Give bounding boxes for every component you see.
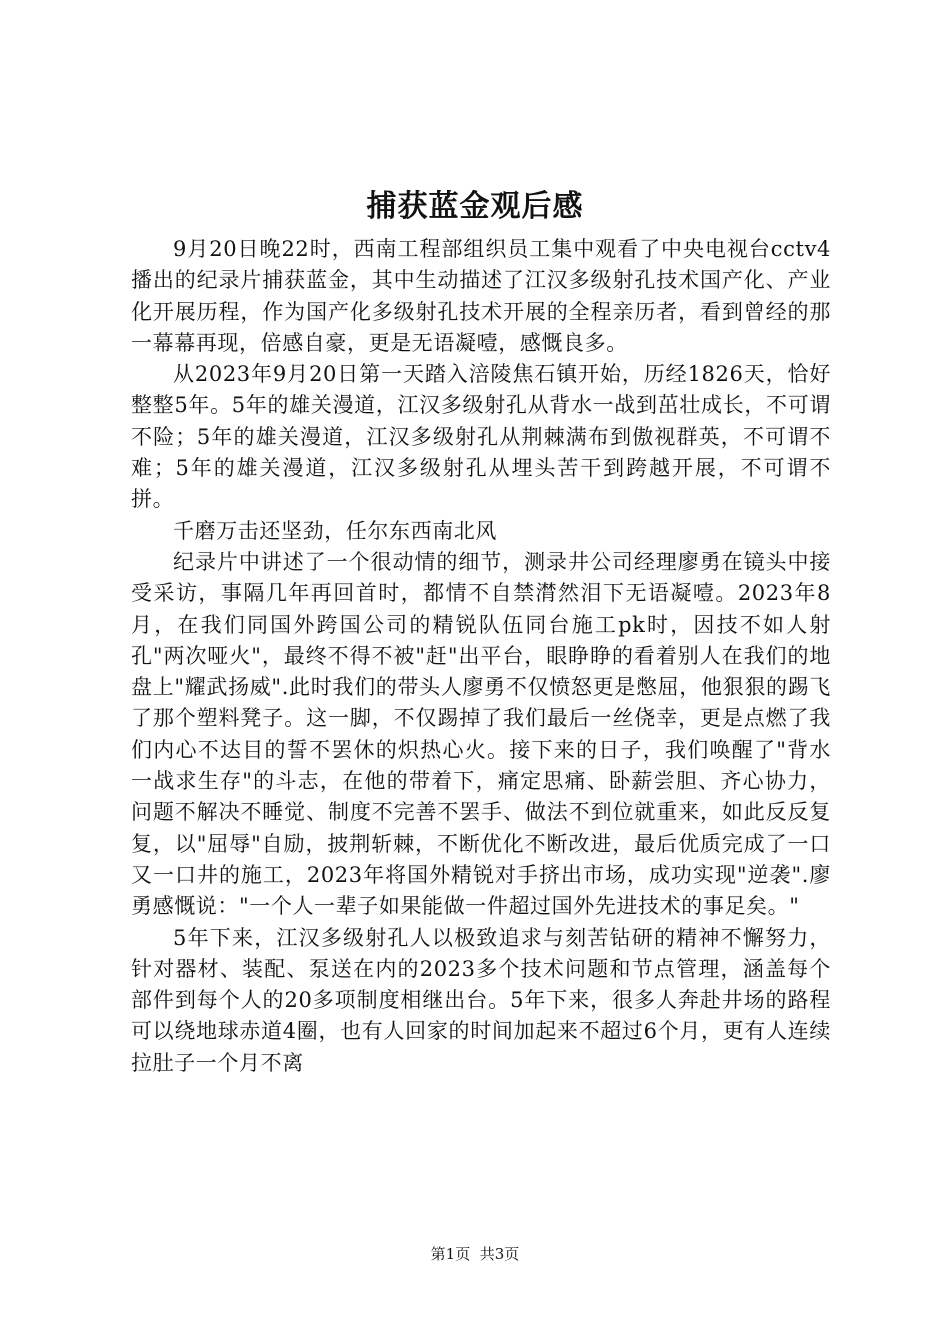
paragraph-1: 9月20日晚22时，西南工程部组织员工集中观看了中央电视台cctv4播出的纪录片捕获蓝金，其中生动描述了江汉多级射孔技术国产化、产业化开展历程，作为国产化多级射孔技术开展的全程亲历者，看到曾经的那一幕幕再现，倍感自豪，更是无语凝噎，感慨良多。 xyxy=(131,237,831,355)
paragraph-4: 纪录片中讲述了一个很动情的细节，测录井公司经理廖勇在镜头中接受采访，事隔几年再回首时，都情不自禁潸然泪下无语凝噎。2023年8月，在我们同国外跨国公司的精锐队伍同台施工pk时，因技不如人射孔"两次哑火"，最终不得不被"赶"出平台，眼睁睁的看着别人在我们的地盘上"耀武扬威".此时我们的带头人廖勇不仅愤怒更是憋屈，他狠狠的踢飞了那个塑料凳子。这一脚，不仅踢掉了我们最后一丝侥幸，更是点燃了我们内心不达目的誓不罢休的炽热心火。接下来的日子，我们唤醒了"背水一战求生存"的斗志，在他的带着下，痛定思痛、卧薪尝胆、齐心协力，问题不解决不睡觉、制度不完善不罢手、做法不到位就重来，如此反反复复，以"屈辱"自励，披荆斩棘，不断优化不断改进，最后优质完成了一口又一口井的施工，2023年将国外精锐对手挤出市场，成功实现"逆袭".廖勇感慨说："一个人一辈子如果能做一件超过国外先进技术的事足矣。" xyxy=(131,549,831,919)
document-body xyxy=(131,234,831,1079)
paragraph-3: 千磨万击还坚劲，任尔东西南北风 xyxy=(173,518,497,543)
total-pages: 共3页 xyxy=(479,1245,520,1263)
page-title: 捕获蓝金观后感 xyxy=(366,189,584,224)
paragraph-2: 从2023年9月20日第一天踏入涪陵焦石镇开始，历经1826天，恰好整整5年。5年的雄关漫道，江汉多级射孔从背水一战到茁壮成长，不可谓不险；5年的雄关漫道，江汉多级射孔从荆棘满布到傲视群英，不可谓不难；5年的雄关漫道，江汉多级射孔从埋头苦干到跨越开展，不可谓不拼。 xyxy=(131,362,831,512)
page-number: 第1页 xyxy=(430,1245,471,1263)
paragraph-5: 5年下来，江汉多级射孔人以极致追求与刻苦钻研的精神不懈努力，针对器材、装配、泵送在内的2023多个技术问题和节点管理，涵盖每个部件到每个人的20多项制度相继出台。5年下来，很多人奔赴井场的路程可以绕地球赤道4圈，也有人回家的时间加起来不超过6个月，更有人连续拉肚子一个月不离 xyxy=(131,925,831,1075)
page-footer xyxy=(0,1244,950,1264)
